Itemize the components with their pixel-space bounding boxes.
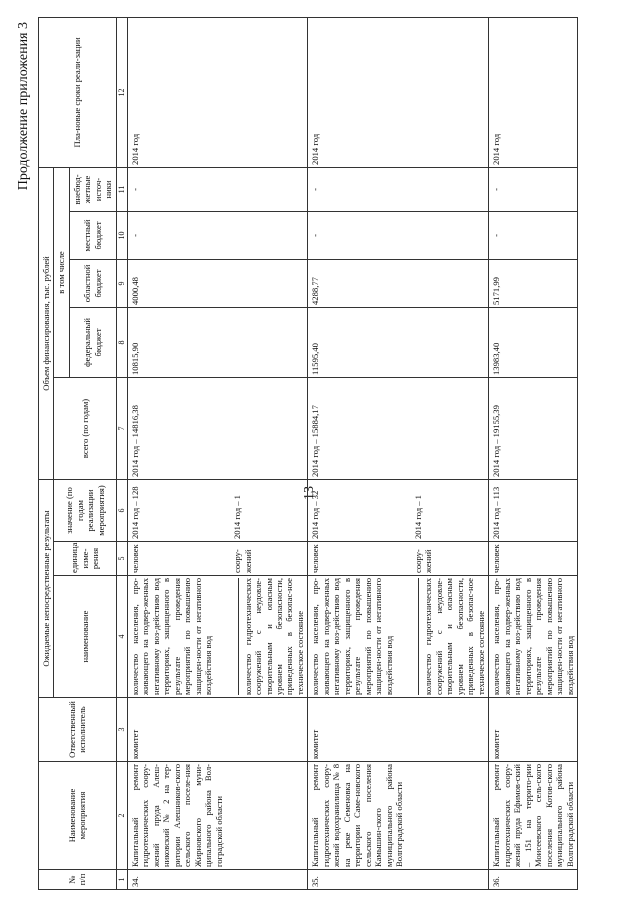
col-number: 2	[116, 762, 127, 870]
row-federal: 11595,40	[308, 307, 489, 377]
col-number: 3	[116, 698, 127, 762]
row-federal: 10815,90	[127, 307, 308, 377]
row-local: -	[489, 211, 578, 259]
header-outcome-unit: единица изме-рения	[54, 542, 116, 576]
header-name: Наименование мероприятия	[39, 762, 117, 870]
col-number: 6	[116, 479, 127, 541]
row-total: 2014 год – 14816,38	[127, 377, 308, 479]
row-timeline: 2014 год	[127, 17, 308, 167]
col-number: 1	[116, 870, 127, 890]
outcome-population: количество населения, про-живающего на подвер-женных негативному воз-действию вод территориях, защищенного в результате проведения мероприятий по повышению защищен-ности от негативного воздействия вод	[310, 578, 394, 695]
header-regional: областной бюджет	[69, 259, 116, 307]
value-structures: 2014 год – 1	[232, 495, 243, 539]
col-number: 9	[116, 259, 127, 307]
unit-population: человек	[129, 544, 140, 573]
table-row	[308, 17, 489, 889]
col-number: 5	[116, 542, 127, 576]
outcome-population: количество населения, про-живающего на подвер-женных негативному воз-действию вод территориях, защищенного в результате проведения мероприятий по повышению защищен-ности от негативного воздействия вод	[129, 578, 214, 695]
rotated-page	[16, 16, 624, 896]
row-responsible: комитет	[308, 698, 489, 762]
header-responsible: Ответственный исполнитель	[39, 698, 117, 762]
col-number: 8	[116, 307, 127, 377]
col-number: 11	[116, 167, 127, 211]
header-funding-group: Объем финансирования, тыс. рублей	[39, 167, 54, 479]
row-timeline: 2014 год	[489, 17, 578, 167]
continuation-caption: Продолжение приложения 3	[16, 22, 31, 191]
row-responsible: комитет	[489, 698, 578, 762]
program-table	[38, 17, 578, 890]
row-num: 36.	[489, 870, 578, 890]
page-number: 13	[302, 486, 317, 500]
row-extra: -	[308, 167, 489, 211]
unit-structures: соору-жений	[412, 549, 434, 573]
row-value	[127, 479, 308, 541]
header-local: местный бюджет	[69, 211, 116, 259]
table-row	[127, 17, 308, 889]
col-number: 12	[116, 17, 127, 167]
row-outcome: количество населения, про-живающего на подвер-женных негативному воз-действию вод территориях, защищенного в результате проведения мероприятий по повышению защищен-ности от негативного воздействия вод	[489, 576, 578, 698]
outcome-structures: количество гидротехнических сооружений с неудовле-творительным и опасным уровнем безопасности, приведенных в безопас-ное техническое состояние	[418, 578, 486, 695]
row-name: Капитальный ремонт гидротехнических соору-жений пруда Алеш-никовский № 2 на тер-ритории Алешников-ского сельского поселе-ния Жирновского муни-ципального района Вол-гоградской области	[127, 762, 308, 870]
col-number: 7	[116, 377, 127, 479]
row-extra: -	[489, 167, 578, 211]
row-regional: 4288,77	[308, 259, 489, 307]
row-unit	[127, 542, 308, 576]
table-row	[489, 17, 578, 889]
col-number: 10	[116, 211, 127, 259]
row-unit: человек	[489, 542, 578, 576]
header-outcome-group: Ожидаемые непосредственные результаты	[39, 479, 54, 697]
row-value	[308, 479, 489, 541]
row-value: 2014 год – 113	[489, 479, 578, 541]
outcome-structures: количество гидротехнических сооружений с неудовле-творительным и опасным уровнем безопасности, приведенных в безопас-ное техническое состояние	[238, 578, 306, 695]
header-incl: в том числе	[54, 167, 69, 377]
row-num: 34.	[127, 870, 308, 890]
header-outcome-value: значение (по годам реализации мероприятия)	[54, 479, 116, 541]
row-extra: -	[127, 167, 308, 211]
header-federal: федеральный бюджет	[69, 307, 116, 377]
row-regional: 4000,48	[127, 259, 308, 307]
row-outcome	[308, 576, 489, 698]
header-extra: внебюд-жетные источ-ники	[69, 167, 116, 211]
header-timeline: Пла-новые сроки реали-зации	[39, 17, 117, 167]
value-population: 2014 год – 32	[310, 490, 321, 539]
unit-structures: соору-жений	[232, 549, 253, 573]
row-regional: 5171,99	[489, 259, 578, 307]
row-responsible: комитет	[127, 698, 308, 762]
row-local: -	[308, 211, 489, 259]
row-name: Капитальный ремонт гидротехнических соору-жений водохранилища № 8 на реке Семеновка на территории Саме-новского сельского поселения Камышин-ского муниципального района Волгоградской области	[308, 762, 489, 870]
header-outcome-name: наименование	[54, 576, 116, 698]
header-total: всего (по годам)	[54, 377, 116, 479]
row-outcome	[127, 576, 308, 698]
row-timeline: 2014 год	[308, 17, 489, 167]
row-local: -	[127, 211, 308, 259]
unit-population: человек	[310, 544, 321, 573]
col-number: 4	[116, 576, 127, 698]
row-name: Капитальный ремонт гидротехнических соору-жений пруда Ефимов-ский – 151 на террито-рии Моисеевского сель-ского поселения Котов-ского муниципального района Волгоградской области	[489, 762, 578, 870]
row-total: 2014 год – 19155,39	[489, 377, 578, 479]
value-structures: 2014 год – 1	[412, 495, 423, 539]
header-num: № п/п	[39, 870, 117, 890]
row-total: 2014 год – 15884,17	[308, 377, 489, 479]
row-federal: 13983,40	[489, 307, 578, 377]
row-unit	[308, 542, 489, 576]
row-num: 35.	[308, 870, 489, 890]
value-population: 2014 год – 128	[129, 486, 140, 539]
